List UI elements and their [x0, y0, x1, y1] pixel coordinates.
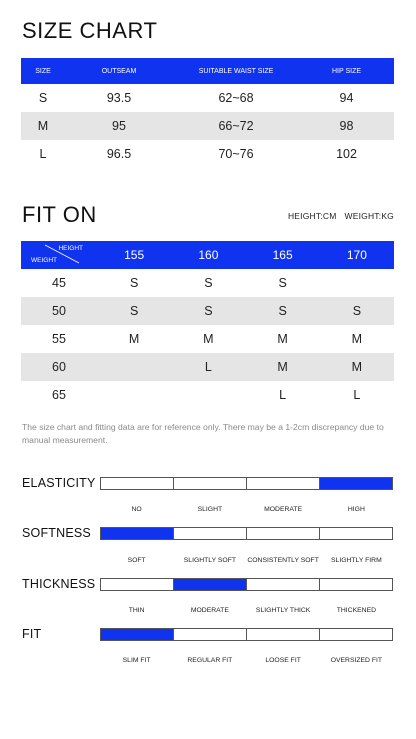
scale-option: MODERATE [264, 506, 303, 513]
scale-segment [320, 478, 392, 489]
thickness-scale [100, 578, 393, 591]
height-unit: HEIGHT:CM [287, 211, 337, 221]
fit-cell: S [278, 276, 287, 290]
fit-cell: L [204, 360, 212, 374]
fit-cell: S [278, 304, 287, 318]
scale-option: SLIGHTLY SOFT [183, 557, 236, 564]
scale-option: THIN [128, 607, 145, 614]
elasticity-scale [100, 477, 393, 490]
scale-option: THICKENED [336, 607, 377, 614]
table-row [21, 84, 394, 112]
scale-segment [320, 528, 392, 539]
scale-segment [320, 579, 392, 590]
weight-cell: 55 [52, 332, 66, 346]
fit-on-body [21, 269, 394, 409]
scale-segment [247, 528, 320, 539]
weight-cell: 50 [52, 304, 66, 318]
fit-scale [100, 628, 393, 641]
table-row [21, 269, 394, 297]
scale-option: SLIGHT [197, 506, 223, 513]
size-chart-body [21, 84, 394, 168]
size-chart-title: SIZE CHART [22, 18, 158, 43]
scale-segment [101, 579, 174, 590]
elasticity-options [100, 506, 393, 513]
scale-segment [101, 478, 174, 489]
scale-segment [247, 579, 320, 590]
fit-on-title: FIT ON [22, 202, 97, 227]
table-row [21, 140, 394, 168]
scale-option: REGULAR FIT [187, 657, 233, 664]
header-outseam: OUTSEAM [101, 67, 137, 75]
fit-cell: S [204, 304, 213, 318]
softness-options [100, 557, 393, 564]
waist-cell: 66~72 [218, 119, 254, 133]
hip-cell: 98 [339, 119, 354, 133]
hip-cell: 102 [336, 147, 357, 161]
header-size: SIZE [35, 67, 51, 75]
size-cell: S [38, 91, 48, 105]
size-cell: M [37, 119, 49, 133]
scale-segment [174, 579, 247, 590]
hip-cell: 94 [339, 91, 354, 105]
size-cell: L [39, 147, 47, 161]
scale-label-fit: FIT [22, 627, 42, 641]
scale-segment [101, 629, 174, 640]
corner-cell [21, 241, 97, 269]
scale-option: MODERATE [190, 607, 229, 614]
height-header: 165 [272, 248, 293, 262]
waist-cell: 70~76 [218, 147, 254, 161]
scale-option: HIGH [347, 506, 365, 513]
fit-cell: M [351, 332, 363, 346]
height-header: 160 [198, 248, 219, 262]
fit-cell: M [128, 332, 140, 346]
fit-cell: L [279, 388, 287, 402]
scale-option: LOOSE FIT [265, 657, 301, 664]
scale-option: CONSISTENTLY SOFT [247, 557, 319, 564]
fit-cell: M [277, 360, 288, 374]
scale-segment [174, 528, 247, 539]
scale-option: SOFT [127, 557, 146, 564]
table-row [21, 325, 394, 353]
waist-cell: 62~68 [218, 91, 254, 105]
weight-cell: 65 [52, 388, 66, 402]
disclaimer-note: The size chart and fitting data are for reference only. There may be a 1-2cm discrepancy due to manual measurement. [22, 422, 384, 445]
corner-height-label: HEIGHT [58, 245, 83, 252]
scale-label-elasticity: ELASTICITY [22, 476, 96, 490]
fit-cell: S [352, 304, 362, 318]
softness-scale [100, 527, 393, 540]
scale-option: NO [131, 506, 142, 513]
scale-option: SLIGHTLY THICK [255, 607, 311, 614]
table-row [21, 381, 394, 409]
table-row [21, 297, 394, 325]
fit-cell: S [204, 276, 213, 290]
thickness-options [100, 607, 393, 614]
fit-cell: M [277, 332, 288, 346]
fit-cell: S [129, 276, 139, 290]
scale-option: SLIM FIT [122, 657, 151, 664]
corner-weight-label: WEIGHT [31, 257, 57, 264]
height-header: 170 [346, 248, 367, 262]
fit-cell: M [351, 360, 363, 374]
weight-unit: WEIGHT:KG [344, 211, 394, 221]
outseam-cell: 96.5 [106, 147, 132, 161]
size-chart-header [21, 58, 394, 84]
table-row [21, 353, 394, 381]
scale-label-softness: SOFTNESS [22, 526, 91, 540]
scale-option: OVERSIZED FIT [330, 657, 383, 664]
outseam-cell: 93.5 [106, 91, 132, 105]
scale-segment [174, 629, 247, 640]
units-label [288, 211, 394, 221]
scale-segment [247, 629, 320, 640]
fit-cell: M [203, 332, 214, 346]
scale-option: SLIGHTLY FIRM [331, 557, 382, 564]
header-waist: SUITABLE WAIST SIZE [198, 67, 274, 75]
outseam-cell: 95 [112, 119, 126, 133]
scale-segment [174, 478, 247, 489]
scale-label-thickness: THICKNESS [22, 577, 96, 591]
table-row [21, 112, 394, 140]
scale-segment [320, 629, 392, 640]
fit-options [100, 657, 393, 664]
weight-cell: 45 [52, 276, 66, 290]
scale-segment [101, 528, 174, 539]
fit-on-header [21, 241, 394, 269]
scale-segment [247, 478, 320, 489]
fit-cell: L [353, 388, 361, 402]
weight-cell: 60 [52, 360, 66, 374]
fit-cell: S [129, 304, 139, 318]
header-hip: HIP SIZE [331, 67, 362, 75]
height-header: 155 [124, 248, 145, 262]
